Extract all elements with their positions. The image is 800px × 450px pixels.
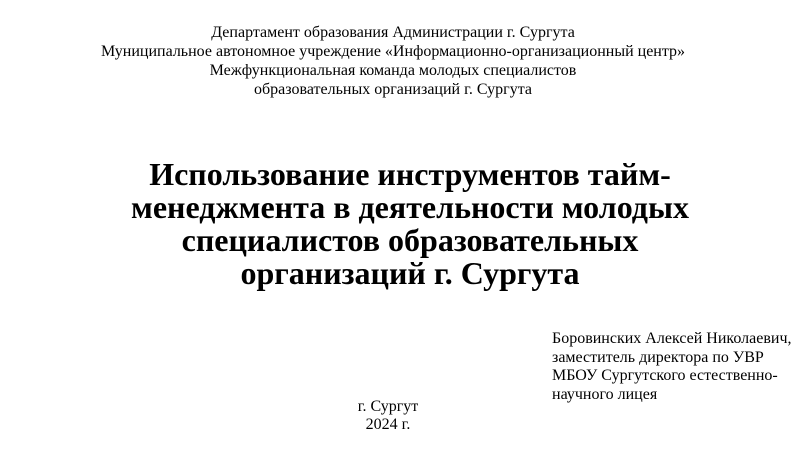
title-line-2: менеджмента в деятельности молодых — [131, 189, 689, 225]
title-line-1: Использование инструментов тайм- — [149, 156, 671, 192]
author-info — [552, 330, 792, 404]
title-line-3: специалистов образовательных — [181, 222, 639, 258]
header-line-team-continued: образовательных организаций г. Сургута — [254, 81, 532, 98]
slide-footer — [0, 398, 776, 434]
header-line-department: Департамент образования Администрации г. Сургута — [211, 24, 575, 41]
footer-city: г. Сургут — [357, 398, 419, 415]
author-school-continued: научного лицея — [552, 385, 658, 403]
author-position: заместитель директора по УВР — [552, 348, 764, 366]
slide-title — [20, 158, 800, 290]
header-line-team: Межфункциональная команда молодых специалистов — [209, 62, 577, 79]
author-name: Боровинских Алексей Николаевич, — [552, 330, 792, 347]
title-line-4: организаций г. Сургута — [240, 255, 580, 291]
footer-year: 2024 г. — [365, 416, 411, 433]
slide-header-organization — [0, 23, 786, 99]
author-school: МБОУ Сургутского естественно- — [552, 367, 778, 384]
header-line-institution: Муниципальное автономное учреждение «Информационно-организационный центр» — [100, 43, 686, 60]
